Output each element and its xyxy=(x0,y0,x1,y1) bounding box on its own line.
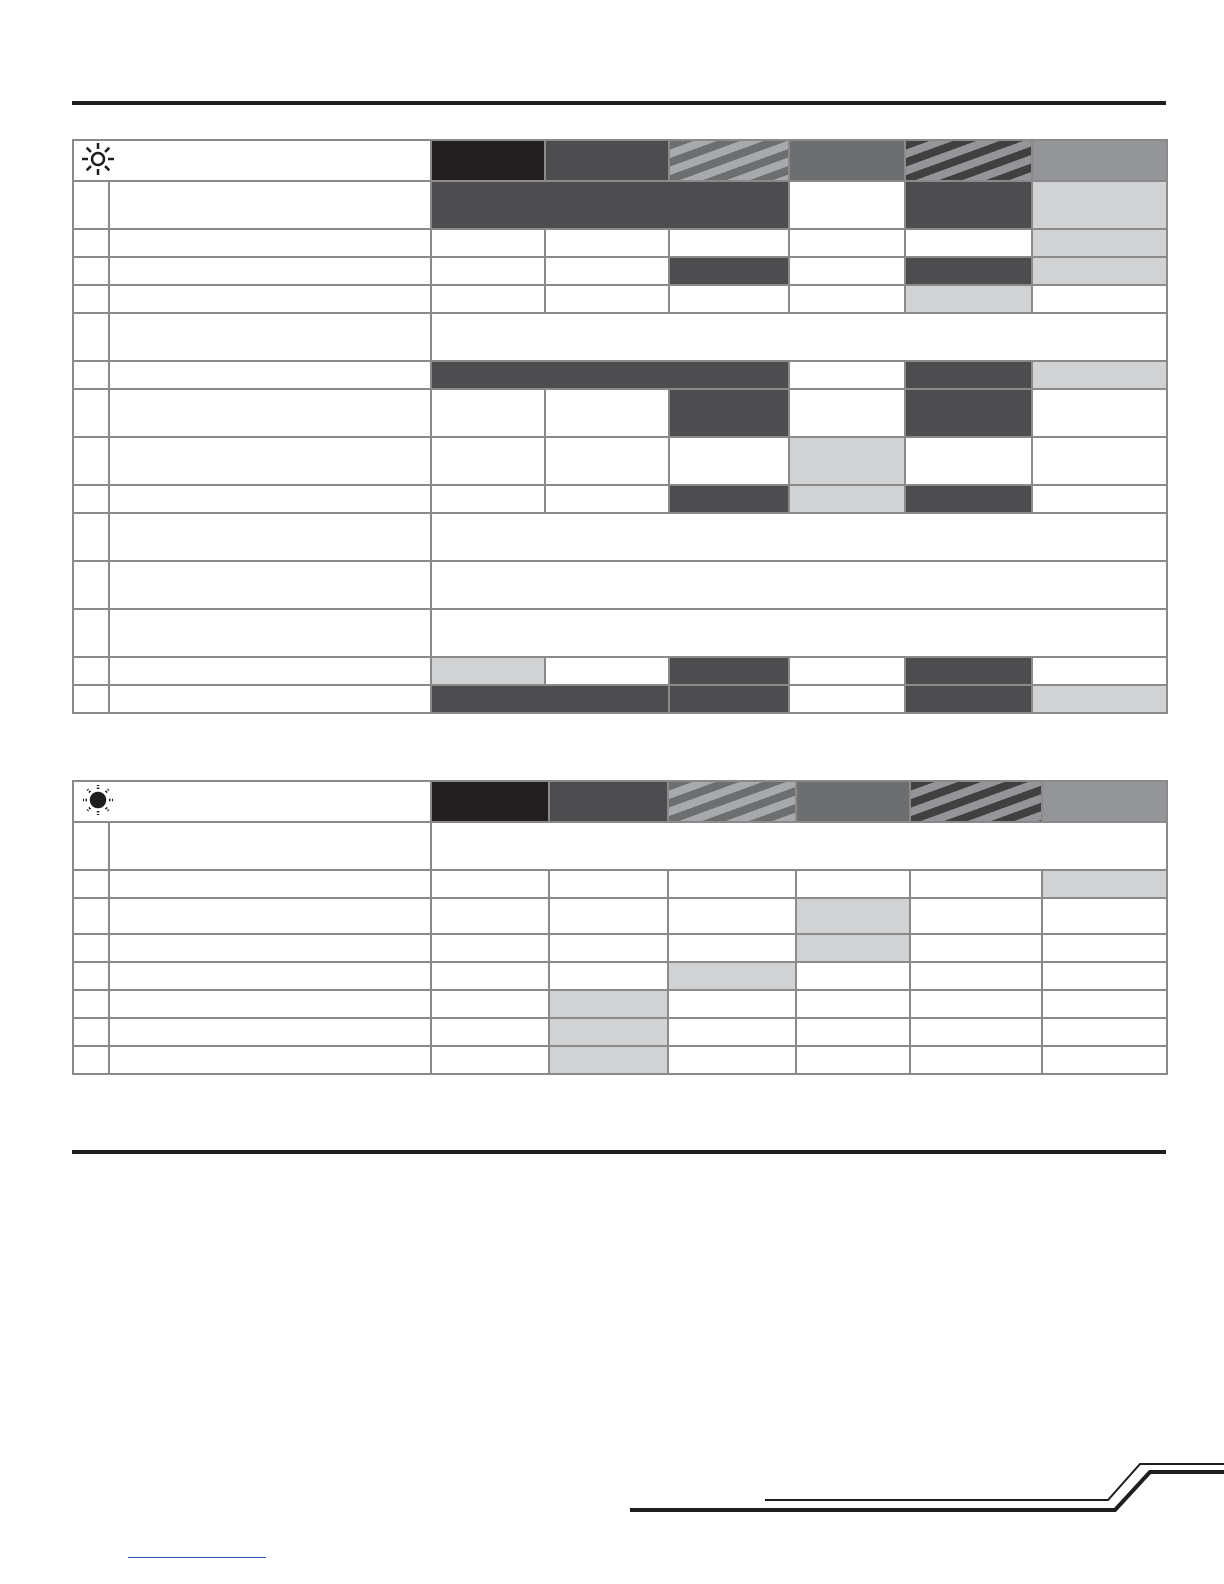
table-cell xyxy=(545,257,669,285)
header-swatch-1 xyxy=(431,781,549,822)
row-number-cell xyxy=(73,285,109,313)
table-cell xyxy=(910,962,1042,990)
table-cell xyxy=(668,1046,796,1074)
table-row xyxy=(73,1018,1167,1046)
table-cell xyxy=(1032,229,1167,257)
table-cell xyxy=(1042,962,1167,990)
table-cell xyxy=(545,485,669,513)
table-cell xyxy=(789,285,905,313)
table-cell xyxy=(1042,1046,1167,1074)
table-cell xyxy=(431,389,545,437)
row-number-cell xyxy=(73,561,109,609)
header-swatch-2 xyxy=(549,781,668,822)
table-cell xyxy=(545,389,669,437)
table-cell xyxy=(669,485,789,513)
table-cell xyxy=(1032,181,1167,229)
row-number-cell xyxy=(73,898,109,934)
row-number-cell xyxy=(73,990,109,1018)
row-number-cell xyxy=(73,657,109,685)
row-number-cell xyxy=(73,181,109,229)
table-cell xyxy=(905,181,1032,229)
row-number-cell xyxy=(73,389,109,437)
table-cell xyxy=(431,822,1167,870)
row-label-cell xyxy=(109,990,431,1018)
table-row xyxy=(73,257,1167,285)
table-row xyxy=(73,513,1167,561)
table-cell xyxy=(1032,657,1167,685)
sun-dotted-icon xyxy=(80,782,116,821)
table-cell xyxy=(910,898,1042,934)
table-cell xyxy=(549,870,668,898)
table-cell xyxy=(796,870,910,898)
bottom-rule xyxy=(72,1150,1166,1154)
table-row xyxy=(73,609,1167,657)
row-label-cell xyxy=(109,285,431,313)
table-cell xyxy=(668,870,796,898)
header-swatch-3 xyxy=(668,781,796,822)
table-row xyxy=(73,361,1167,389)
table-cell xyxy=(545,437,669,485)
top-rule xyxy=(72,101,1166,105)
row-label-cell xyxy=(109,229,431,257)
table-cell xyxy=(1032,257,1167,285)
row-label-cell xyxy=(109,685,431,713)
row-number-cell xyxy=(73,229,109,257)
table-cell xyxy=(668,1018,796,1046)
table-cell xyxy=(789,685,905,713)
table-row xyxy=(73,485,1167,513)
table-cell xyxy=(796,1046,910,1074)
table-row xyxy=(73,898,1167,934)
table-cell xyxy=(669,257,789,285)
table-row xyxy=(73,685,1167,713)
table-cell xyxy=(1032,389,1167,437)
table-cell xyxy=(431,990,549,1018)
table-row xyxy=(73,657,1167,685)
table-cell xyxy=(431,934,549,962)
row-label-cell xyxy=(109,870,431,898)
table-row xyxy=(73,229,1167,257)
sun-icon xyxy=(80,141,116,180)
table-cell xyxy=(789,181,905,229)
row-number-cell xyxy=(73,485,109,513)
table-row xyxy=(73,870,1167,898)
footer-swoosh-graphic xyxy=(620,1460,1224,1520)
row-number-cell xyxy=(73,870,109,898)
table-cell xyxy=(431,561,1167,609)
table-cell xyxy=(1032,285,1167,313)
table-row xyxy=(73,561,1167,609)
header-swatch-5 xyxy=(905,140,1032,181)
table-row xyxy=(73,285,1167,313)
table-cell xyxy=(1032,361,1167,389)
table-cell xyxy=(1032,685,1167,713)
table-cell xyxy=(1042,870,1167,898)
table-cell xyxy=(431,1018,549,1046)
row-number-cell xyxy=(73,609,109,657)
table-cell xyxy=(549,962,668,990)
table-cell xyxy=(1042,990,1167,1018)
row-label-cell xyxy=(109,181,431,229)
table-cell xyxy=(431,513,1167,561)
table-row xyxy=(73,181,1167,229)
header-swatch-6 xyxy=(1042,781,1167,822)
row-label-cell xyxy=(109,934,431,962)
table-cell xyxy=(668,934,796,962)
row-number-cell xyxy=(73,361,109,389)
table-cell xyxy=(789,657,905,685)
table-cell xyxy=(1042,898,1167,934)
table-cell xyxy=(431,657,545,685)
table-row xyxy=(73,990,1167,1018)
table-cell xyxy=(669,229,789,257)
table-cell xyxy=(910,1046,1042,1074)
table-cell xyxy=(669,285,789,313)
row-label-cell xyxy=(109,561,431,609)
table-cell xyxy=(431,485,545,513)
row-number-cell xyxy=(73,313,109,361)
table-row xyxy=(73,822,1167,870)
table-cell xyxy=(796,1018,910,1046)
row-label-cell xyxy=(109,513,431,561)
row-number-cell xyxy=(73,257,109,285)
table-cell xyxy=(549,934,668,962)
row-label-cell xyxy=(109,822,431,870)
row-number-cell xyxy=(73,934,109,962)
row-label-cell xyxy=(109,657,431,685)
table-cell xyxy=(905,657,1032,685)
table-cell xyxy=(549,990,668,1018)
table-cell xyxy=(910,870,1042,898)
header-swatch-1 xyxy=(431,140,545,181)
table-cell xyxy=(668,898,796,934)
table-cell xyxy=(431,898,549,934)
row-number-cell xyxy=(73,962,109,990)
row-label-cell xyxy=(109,609,431,657)
table-cell xyxy=(1042,1018,1167,1046)
row-label-cell xyxy=(109,437,431,485)
row-number-cell xyxy=(73,822,109,870)
table-cell xyxy=(549,1046,668,1074)
table-cell xyxy=(796,962,910,990)
table-row xyxy=(73,313,1167,361)
table-cell xyxy=(669,437,789,485)
row-label-cell xyxy=(109,361,431,389)
table-cell xyxy=(789,229,905,257)
row-label-cell xyxy=(109,898,431,934)
compatibility-table-2 xyxy=(72,780,1168,1075)
row-label-cell xyxy=(109,962,431,990)
header-swatch-4 xyxy=(796,781,910,822)
table-row xyxy=(73,437,1167,485)
table-cell xyxy=(669,389,789,437)
header-swatch-3 xyxy=(669,140,789,181)
table-cell xyxy=(668,990,796,1018)
table-cell xyxy=(910,934,1042,962)
table-row xyxy=(73,1046,1167,1074)
table-cell xyxy=(431,285,545,313)
table-cell xyxy=(431,437,545,485)
row-number-cell xyxy=(73,1018,109,1046)
table-cell xyxy=(796,990,910,1018)
table-cell xyxy=(905,361,1032,389)
table-cell xyxy=(1032,437,1167,485)
table-cell xyxy=(431,181,789,229)
table-cell xyxy=(1042,934,1167,962)
table-cell xyxy=(431,1046,549,1074)
row-label-cell xyxy=(109,1046,431,1074)
row-label-cell xyxy=(109,257,431,285)
header-swatch-4 xyxy=(789,140,905,181)
table-cell xyxy=(431,229,545,257)
table-cell xyxy=(905,285,1032,313)
table-header-icon-cell xyxy=(73,140,431,181)
table-cell xyxy=(431,313,1167,361)
table-cell xyxy=(545,285,669,313)
table-cell xyxy=(549,898,668,934)
compatibility-table-1 xyxy=(72,139,1168,714)
table-cell xyxy=(905,229,1032,257)
row-label-cell xyxy=(109,485,431,513)
table-cell xyxy=(796,934,910,962)
table-cell xyxy=(905,685,1032,713)
table-cell xyxy=(669,685,789,713)
table-cell xyxy=(789,361,905,389)
table-cell xyxy=(789,437,905,485)
table-cell xyxy=(1032,485,1167,513)
link-underline[interactable] xyxy=(128,1557,266,1558)
table-cell xyxy=(910,1018,1042,1046)
table-cell xyxy=(431,870,549,898)
header-swatch-6 xyxy=(1032,140,1167,181)
row-label-cell xyxy=(109,313,431,361)
header-swatch-2 xyxy=(545,140,669,181)
row-number-cell xyxy=(73,1046,109,1074)
table-cell xyxy=(431,257,545,285)
row-number-cell xyxy=(73,513,109,561)
table-cell xyxy=(789,389,905,437)
table-cell xyxy=(431,361,789,389)
header-swatch-5 xyxy=(910,781,1042,822)
table-header-icon-cell xyxy=(73,781,431,822)
table-row xyxy=(73,934,1167,962)
row-number-cell xyxy=(73,685,109,713)
table-cell xyxy=(431,685,669,713)
row-label-cell xyxy=(109,389,431,437)
table-cell xyxy=(545,657,669,685)
table-cell xyxy=(545,229,669,257)
row-label-cell xyxy=(109,1018,431,1046)
table-cell xyxy=(431,962,549,990)
table-cell xyxy=(796,898,910,934)
table-cell xyxy=(669,657,789,685)
table-cell xyxy=(549,1018,668,1046)
table-cell xyxy=(910,990,1042,1018)
table-cell xyxy=(789,257,905,285)
table-cell xyxy=(905,389,1032,437)
table-cell xyxy=(905,437,1032,485)
table-cell xyxy=(668,962,796,990)
table-cell xyxy=(905,257,1032,285)
table-cell xyxy=(789,485,905,513)
table-cell xyxy=(905,485,1032,513)
row-number-cell xyxy=(73,437,109,485)
table-row xyxy=(73,389,1167,437)
table-cell xyxy=(431,609,1167,657)
table-row xyxy=(73,962,1167,990)
